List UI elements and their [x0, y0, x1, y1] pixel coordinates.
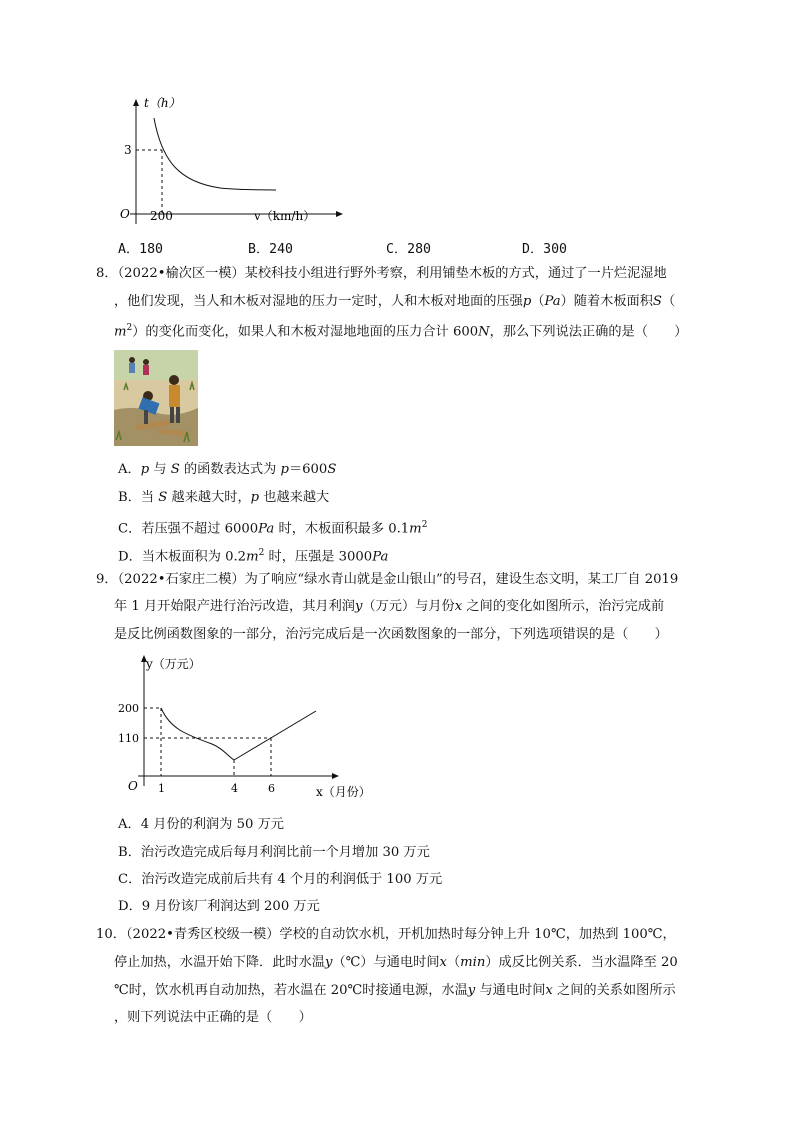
q8-option-c[interactable]: C．若压强不超过 6000Pa 时，木板面积最多 $0.1m^2$ — [118, 520, 428, 537]
origin-label: O — [120, 207, 130, 221]
q8-illustration — [114, 350, 198, 446]
q9-line2: 年 1 月开始限产进行治污改造，其月利润y（万元）与月份x 之间的变化如图所示，治污完成前 — [114, 599, 665, 614]
y-tick-200: 200 — [118, 702, 139, 715]
y-tick-110: 110 — [118, 732, 139, 745]
origin-label: O — [128, 779, 138, 793]
x-axis-label: x（月份） — [316, 785, 371, 799]
x-tick-6: 6 — [268, 782, 275, 795]
q9-source: （2022•石家庄二模） — [117, 572, 245, 587]
q7-option-d[interactable]: D．300 — [522, 242, 567, 257]
q8-line3: $m^2$）的变化而变化，如果人和木板对湿地地面的压力合计 600N，那么下列说法正确的是（ ） — [114, 323, 688, 340]
q10-line2: 停止加热，水温开始下降．此时水温y（℃）与通电时间x（min）成反比例关系．当水温降至 20 — [114, 955, 678, 970]
q10-source: （2022•青秀区校级一模） — [125, 927, 280, 942]
q10-line4: ，则下列说法中正确的是（ ） — [114, 1010, 312, 1025]
q10-number: 10． — [96, 927, 126, 942]
q8-line1: 8．（2022•榆次区一模）某校科技小组进行野外考察，利用铺垫木板的方式，通过了一片烂泥湿地 — [96, 266, 667, 281]
q8-option-b[interactable]: B．当 S 越来越大时，p 也越来越大 — [118, 490, 330, 505]
q10-line3: ℃时，饮水机再自动加热，若水温在 20℃时接通电源，水温y 与通电时间x 之间的关系如图所示 — [114, 983, 676, 998]
x-tick-label: 200 — [150, 209, 173, 223]
q7-option-c[interactable]: C．280 — [386, 242, 431, 257]
q9-option-b[interactable]: B．治污改造完成后每月利润比前一个月增加 30 万元 — [118, 845, 430, 860]
q9-line1: 9．（2022•石家庄二模）为了响应“绿水青山就是金山银山”的号召，建设生态文明，某工厂自 2019 — [96, 572, 679, 587]
q9-number: 9． — [96, 572, 118, 587]
q10-line1: 10．（2022•青秀区校级一模）学校的自动饮水机，开机加热时每分钟上升 10℃，加热到 100℃， — [96, 927, 676, 942]
q9-option-a[interactable]: A．4 月份的利润为 50 万元 — [118, 817, 284, 832]
q7-graph — [110, 92, 350, 230]
x-tick-4: 4 — [231, 782, 238, 795]
y-tick-label: 3 — [124, 143, 132, 157]
q7-option-b[interactable]: B．240 — [248, 242, 293, 257]
q8-option-a[interactable]: A．p 与 S 的函数表达式为 p＝600S — [118, 462, 337, 477]
q8-source: （2022•榆次区一模） — [117, 266, 245, 281]
q7-option-a[interactable]: A．180 — [118, 242, 163, 257]
y-axis-label: y（万元） — [146, 657, 201, 671]
y-axis-label: t（h） — [144, 96, 181, 110]
inverse-curve — [161, 708, 234, 760]
linear-segment — [234, 711, 316, 760]
q9-option-d[interactable]: D．9 月份该厂利润达到 200 万元 — [118, 899, 320, 914]
x-tick-1: 1 — [158, 782, 165, 795]
q9-line3: 是反比例函数图象的一部分，治污完成后是一次函数图象的一部分，下列选项错误的是（ ） — [114, 627, 668, 642]
q9-option-c[interactable]: C．治污改造完成前后共有 4 个月的利润低于 100 万元 — [118, 872, 443, 887]
q8-line2: ，他们发现，当人和木板对湿地的压力一定时，人和木板对地面的压强p（Pa）随着木板面积S（ — [114, 294, 676, 309]
x-axis-label: v（km/h） — [254, 209, 316, 223]
q9-graph — [112, 650, 382, 802]
hyperbola-curve — [154, 118, 276, 190]
q8-option-d[interactable]: D．当木板面积为 $0.2m^2$ 时，压强是 3000Pa — [118, 548, 389, 565]
q8-number: 8． — [96, 266, 118, 281]
